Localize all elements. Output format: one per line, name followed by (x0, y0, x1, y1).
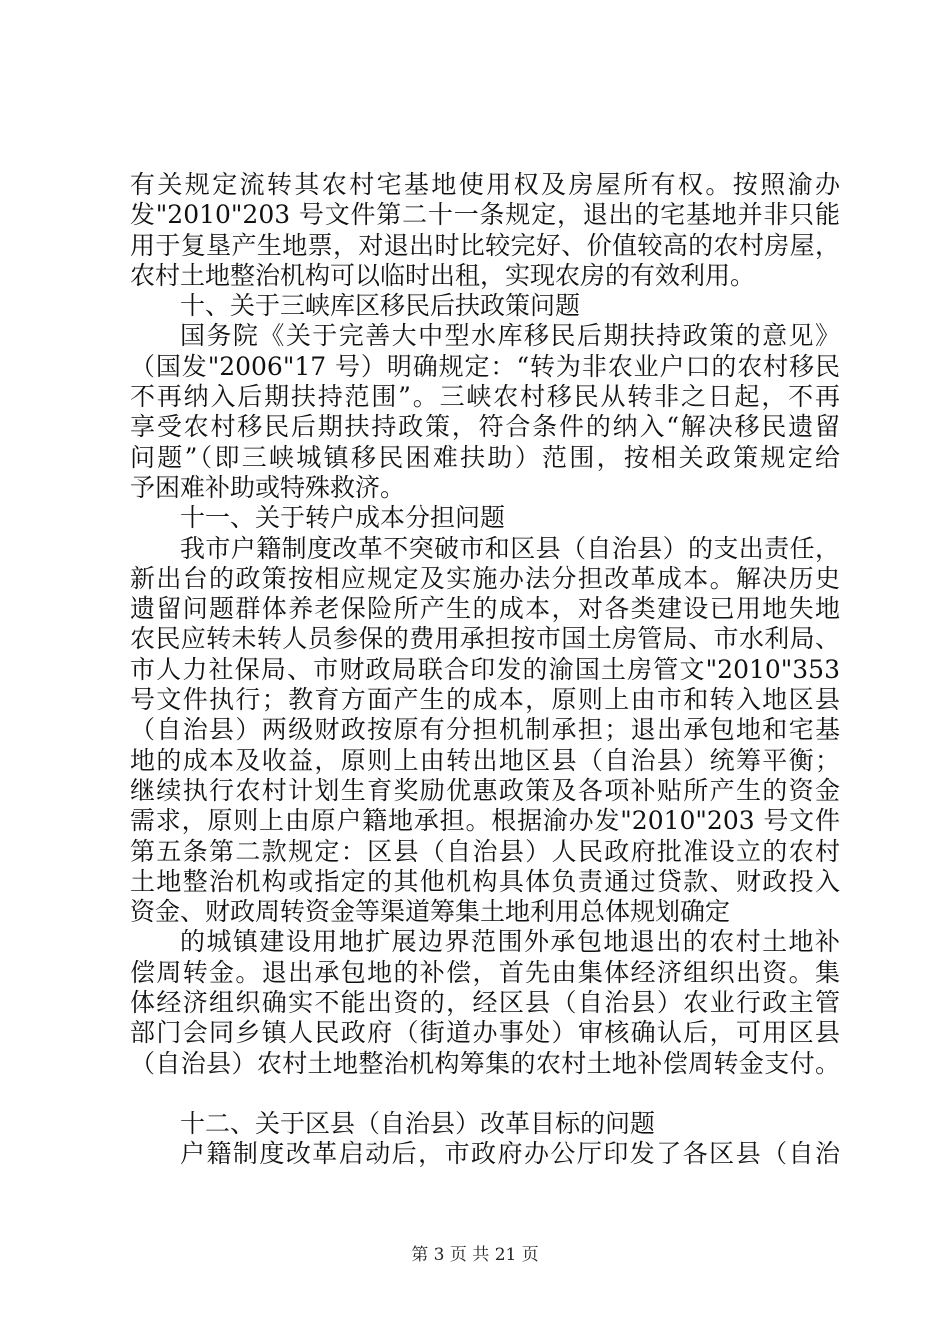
section-heading-12: 十二、关于区县（自治县）改革目标的问题 (180, 1108, 656, 1138)
body-line: 发"2010"203 号文件第二十一条规定，退出的宅基地并非只能 (130, 200, 840, 230)
body-line: 资金、财政周转资金等渠道筹集土地利用总体规划确定 (130, 897, 731, 927)
body-line: 国务院《关于完善大中型水库移民后期扶持政策的意见》 (180, 321, 840, 351)
body-line: （自治县）两级财政按原有分担机制承担；退出承包地和宅基 (130, 715, 840, 745)
document-body (130, 170, 840, 1170)
body-line: 享受农村移民后期扶持政策，符合条件的纳入“解决移民遗留 (130, 412, 840, 442)
body-line: 不再纳入后期扶持范围”。三峡农村移民从转非之日起，不再 (130, 382, 840, 412)
body-line: （自治县）农村土地整治机构筹集的农村土地补偿周转金支付。 (130, 1048, 840, 1078)
body-line: 继续执行农村计划生育奖励优惠政策及各项补贴所产生的资金 (130, 775, 840, 805)
body-line: （国发"2006"17 号）明确规定：“转为非农业户口的农村移民 (130, 351, 840, 381)
body-line: 遗留问题群体养老保险所产生的成本，对各类建设已用地失地 (130, 594, 840, 624)
body-line: 地的成本及收益，原则上由转出地区县（自治县）统筹平衡； (130, 745, 840, 775)
body-line: 用于复垦产生地票，对退出时比较完好、价值较高的农村房屋， (130, 230, 840, 260)
body-line: 土地整治机构或指定的其他机构具体负责通过贷款、财政投入 (130, 866, 840, 896)
body-line: 部门会同乡镇人民政府（街道办事处）审核确认后，可用区县 (130, 1018, 840, 1048)
body-line: 需求，原则上由原户籍地承担。根据渝办发"2010"203 号文件 (130, 806, 840, 836)
body-line: 农民应转未转人员参保的费用承担按市国土房管局、市水利局、 (130, 624, 840, 654)
body-line: 市人力社保局、市财政局联合印发的渝国土房管文"2010"353 (130, 654, 840, 684)
body-line: 问题”（即三峡城镇移民困难扶助）范围，按相关政策规定给 (130, 442, 840, 472)
section-heading-11: 十一、关于转户成本分担问题 (180, 503, 506, 533)
body-line: 的城镇建设用地扩展边界范围外承包地退出的农村土地补 (180, 927, 840, 957)
body-line: 第五条第二款规定：区县（自治县）人民政府批准设立的农村 (130, 836, 840, 866)
body-line: 农村土地整治机构可以临时出租，实现农房的有效利用。 (130, 260, 756, 290)
body-line: 体经济组织确实不能出资的，经区县（自治县）农业行政主管 (130, 988, 840, 1018)
body-line: 偿周转金。退出承包地的补偿，首先由集体经济组织出资。集 (130, 957, 840, 987)
section-heading-10: 十、关于三峡库区移民后扶政策问题 (180, 291, 581, 321)
body-line: 有关规定流转其农村宅基地使用权及房屋所有权。按照渝办 (130, 170, 840, 199)
body-line: 予困难补助或特殊救济。 (130, 472, 406, 502)
body-line: 我市户籍制度改革不突破市和区县（自治县）的支出责任， (180, 533, 840, 563)
body-line: 新出台的政策按相应规定及实施办法分担改革成本。解决历史 (130, 563, 840, 593)
page-footer: 第 3 页 共 21 页 (411, 1245, 539, 1265)
body-line: 号文件执行；教育方面产生的成本，原则上由市和转入地区县 (130, 685, 840, 715)
body-line: 户籍制度改革启动后，市政府办公厅印发了各区县（自治 (180, 1139, 840, 1169)
paragraph-gap (130, 1079, 840, 1109)
